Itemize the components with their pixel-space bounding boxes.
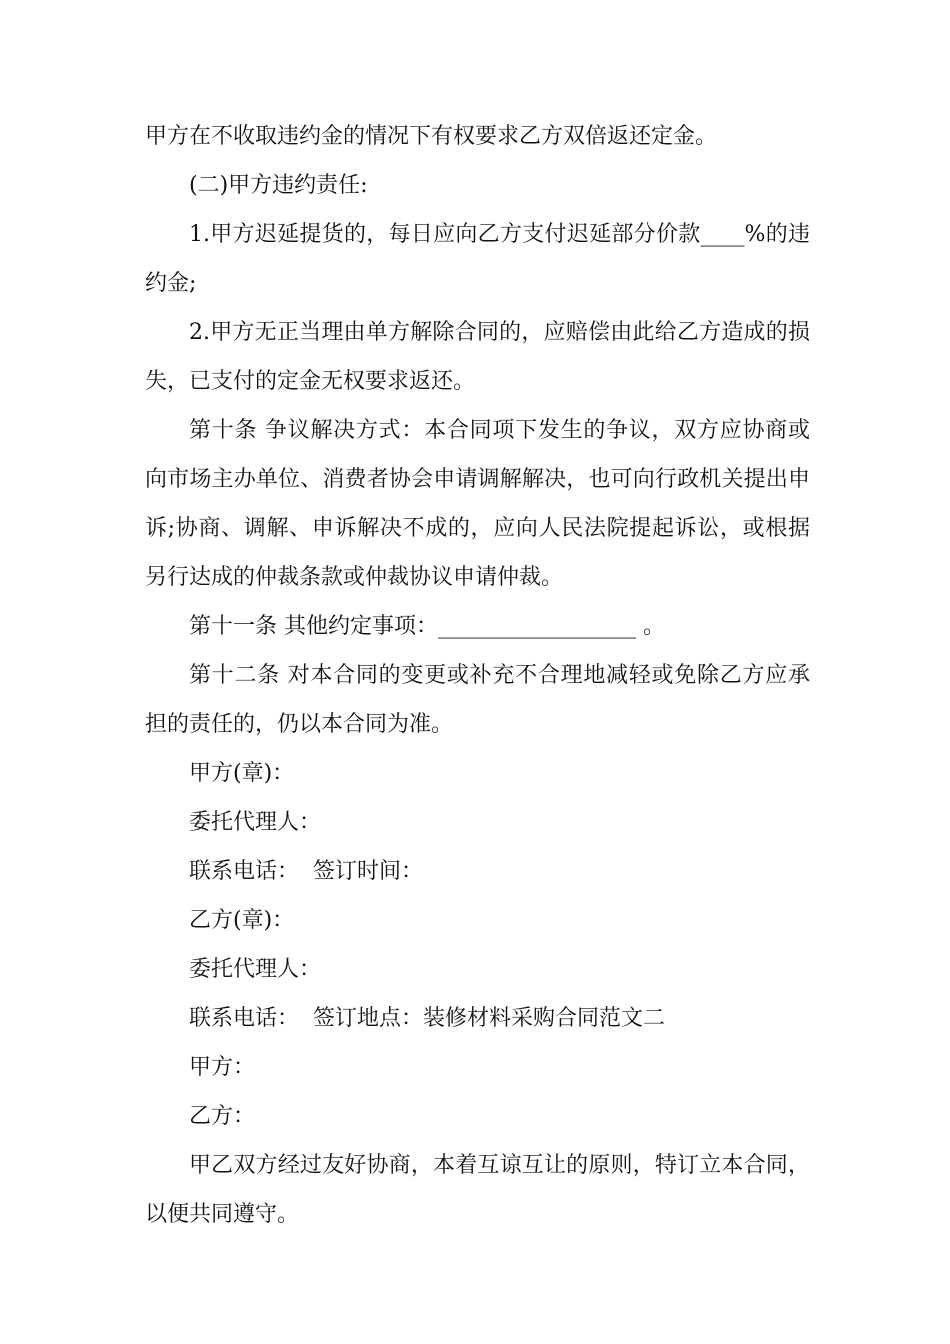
- party-b-seal-line: 乙方(章)：: [189, 908, 295, 933]
- paragraph-deposit-return: 甲方在不收取违约金的情况下有权要求乙方双倍返还定金。: [145, 124, 718, 149]
- clause-late-pickup: 1.甲方迟延提货的，每日应向乙方支付迟延部分价款____%的违约金;: [145, 222, 810, 296]
- party-b-contact-line: 联系电话： 签订地点：装修材料采购合同范文二: [189, 1006, 665, 1031]
- preamble-paragraph: 甲乙双方经过友好协商，本着互谅互让的原则，特订立本合同，以便共同遵守。: [145, 1153, 810, 1227]
- party-b-agent-line: 委托代理人：: [189, 957, 322, 982]
- article-12-amendments: 第十二条 对本合同的变更或补充不合理地减轻或免除乙方应承担的责任的，仍以本合同为准。: [145, 663, 810, 737]
- party-b-line: 乙方：: [189, 1104, 256, 1129]
- party-a-line: 甲方：: [189, 1055, 256, 1080]
- party-a-contact-line: 联系电话： 签订时间：: [189, 859, 423, 884]
- party-a-agent-line: 委托代理人：: [189, 810, 322, 835]
- article-10-dispute-resolution: 第十条 争议解决方式：本合同项下发生的争议，双方应协商或向市场主办单位、消费者协会申请调解解决，也可向行政机关提出申诉;协商、调解、申诉解决不成的，应向人民法院提起诉讼，或根据另行达成的仲裁条款或仲裁协议申请仲裁。: [145, 418, 810, 590]
- article-11-other-matters: 第十一条 其他约定事项：__________________ 。: [189, 614, 665, 639]
- document-page: [145, 112, 810, 1239]
- heading-party-a-liability: (二)甲方违约责任:: [189, 173, 368, 198]
- party-a-seal-line: 甲方(章)：: [189, 761, 295, 786]
- clause-unilateral-termination: 2.甲方无正当理由单方解除合同的，应赔偿由此给乙方造成的损失，已支付的定金无权要求返还。: [145, 320, 810, 394]
